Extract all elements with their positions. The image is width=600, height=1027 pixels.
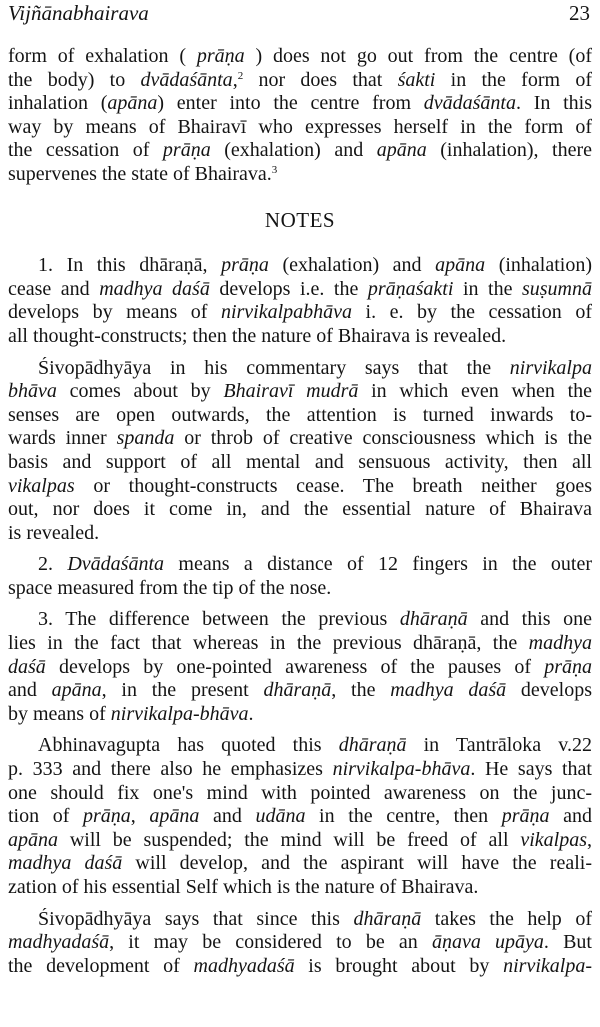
italic-term: apāna [8, 828, 58, 851]
page-body [8, 45, 592, 986]
text-run: form of exhalation ( [8, 45, 197, 67]
italic-term: vikalpas [8, 474, 75, 497]
text-run: will be suspended; the mind will be freed of all [58, 828, 521, 851]
italic-term: nirvikalpabhāva [220, 301, 353, 324]
italic-term: bhāva [8, 380, 57, 403]
text-run: Śivopādhyāya says that since this [38, 907, 354, 930]
text-run: Śivopādhyāya in his commentary says that the [38, 356, 510, 379]
text-run: zation of his essential Self which is the nature of Bhairava. [8, 876, 479, 898]
text-run: ) enter into the centre from [157, 92, 424, 115]
footnote-ref: 3 [271, 163, 278, 176]
text-run: ) does not go out from the centre (of [244, 45, 592, 67]
running-title: Vijñānabhairava [8, 1, 149, 25]
italic-term: apāna [107, 92, 158, 115]
text-run: space measured from the tip of the nose. [8, 576, 332, 599]
text-run: , in the present [101, 679, 264, 702]
text-line [8, 522, 592, 546]
italic-term: madhya daśā [8, 852, 123, 875]
text-run: and [8, 679, 52, 702]
text-line [8, 852, 592, 876]
text-run: senses are open outwards, the attention is turned inwards to- [8, 403, 592, 426]
text-run: (inhalation), there [426, 139, 592, 162]
text-run: by means of [8, 702, 111, 725]
text-run: develops by means of [8, 301, 221, 324]
text-line [8, 931, 592, 955]
italic-term: madhyadaśā [8, 931, 110, 954]
text-run: develops i.e. the [209, 277, 368, 300]
italic-term: prāṇa [82, 805, 131, 828]
text-line [8, 92, 592, 116]
text-run: , the [331, 679, 391, 702]
text-line [8, 703, 592, 727]
text-run: . But [543, 931, 592, 954]
text-run: 2. [38, 553, 68, 576]
text-run: or thought-constructs cease. The breath neither goes [74, 474, 592, 497]
text-run: . [248, 702, 254, 725]
text-line [8, 427, 592, 451]
text-run: and [549, 805, 592, 828]
paragraph [8, 254, 592, 348]
italic-term: suṣumnā [521, 277, 592, 300]
italic-term: apāna [376, 139, 427, 162]
text-run: the body) to [8, 68, 141, 91]
text-run: cease and [8, 277, 100, 300]
text-run: in the form of [435, 68, 592, 91]
text-line [8, 908, 592, 932]
text-run: wards inner [8, 427, 117, 450]
text-run: nor does that [243, 68, 398, 91]
text-run: (inhalation) [485, 254, 592, 277]
text-run: means a distance of 12 fingers in the outer [164, 553, 592, 576]
italic-term: śakti [397, 68, 436, 91]
notes-heading: NOTES [264, 207, 336, 232]
paragraph [8, 553, 592, 600]
text-line [8, 475, 592, 499]
italic-term: dvādaśānta [140, 68, 233, 91]
text-line [8, 829, 592, 853]
text-line [8, 758, 592, 782]
text-run: in the [453, 277, 522, 300]
italic-term: nirvikalpa [509, 356, 592, 379]
text-run: basis and support of all mental and sensuous activity, then all [8, 450, 592, 473]
text-run: is revealed. [8, 521, 100, 544]
text-line [8, 380, 592, 404]
text-run: one should fix one's mind with pointed awareness on the junc- [8, 781, 592, 804]
text-line [8, 876, 592, 900]
italic-term: apāna [149, 805, 200, 828]
italic-term: prāṇaśakti [367, 277, 454, 300]
italic-term: prāṇa [162, 139, 211, 162]
paragraph [8, 45, 592, 187]
text-line [8, 404, 592, 428]
text-line [8, 805, 592, 829]
italic-term: Dvādaśānta [67, 553, 165, 576]
text-run: in Tantrāloka v.22 [406, 734, 592, 757]
italic-term: madhya [528, 632, 592, 655]
paragraph [8, 608, 592, 726]
text-line [8, 782, 592, 806]
italic-term: madhyadaśā [193, 954, 295, 977]
italic-term: nirvikalpa-bhāva [332, 758, 471, 781]
text-run: takes the help of [421, 907, 592, 930]
text-line [8, 301, 592, 325]
text-run: develops [506, 679, 592, 702]
text-line [8, 553, 592, 577]
text-run: comes about by [56, 380, 224, 403]
italic-term: madhya daśā [99, 277, 210, 300]
text-run: p. 333 and there also he emphasizes [8, 758, 333, 781]
text-line [8, 955, 592, 979]
text-run: Abhinavagupta has quoted this [38, 734, 339, 757]
text-line [8, 163, 592, 187]
text-line [8, 69, 592, 93]
footnote-ref: 2 [237, 69, 244, 82]
italic-term: daśā [8, 655, 46, 678]
text-run: out, nor does it come in, and the essential nature of Bhairava [8, 498, 592, 521]
text-line [8, 498, 592, 522]
text-run: in the centre, then [305, 805, 502, 828]
text-run: is brought about by [294, 954, 504, 977]
main-text [8, 45, 592, 187]
text-line [8, 608, 592, 632]
italic-term: apāna [435, 254, 486, 277]
text-run: all thought-constructs; then the nature of Bhairava is revealed. [8, 324, 507, 347]
text-run: 1. In this dhāraṇā, [38, 254, 222, 277]
text-run: and this one [467, 608, 592, 631]
text-run: way by means of Bhairavī who expresses herself in the form of [8, 115, 592, 138]
text-line [8, 577, 592, 601]
text-run: , [587, 828, 592, 851]
text-run: i. e. by the cessation of [352, 301, 592, 324]
italic-term: prāṇa [196, 45, 245, 67]
text-line [8, 139, 592, 163]
text-line [8, 734, 592, 758]
text-run: , [130, 805, 150, 828]
text-line [8, 116, 592, 140]
text-line [8, 254, 592, 278]
italic-term: prāṇa [221, 254, 269, 277]
italic-term: āṇava upāya [431, 931, 544, 954]
text-run: inhalation ( [8, 92, 108, 115]
text-line [8, 278, 592, 302]
text-run: will develop, and the aspirant will have the reali- [122, 852, 592, 875]
italic-term: dhāraṇā [338, 734, 407, 757]
text-run: . In this [515, 92, 592, 115]
italic-term: prāṇa [544, 655, 592, 678]
italic-term: dhāraṇā [263, 679, 332, 702]
text-line [8, 45, 592, 69]
text-run: . He says that [470, 758, 592, 781]
text-line [8, 325, 592, 349]
italic-term: prāṇa [501, 805, 550, 828]
italic-term: nirvikalpa-bhāva [110, 702, 249, 725]
italic-term: dhāraṇā [399, 608, 468, 631]
italic-term: spanda [116, 427, 175, 450]
text-line [8, 656, 592, 680]
text-run: (exhalation) and [210, 139, 377, 162]
text-run: , [232, 68, 238, 91]
running-header [0, 0, 600, 28]
text-run: or throb of creative consciousness which is the [174, 427, 592, 450]
italic-term: vikalpas [520, 828, 587, 851]
text-run: (exhalation) and [268, 254, 436, 277]
paragraph [8, 357, 592, 546]
italic-term: apāna [51, 679, 102, 702]
text-run: in which even when the [358, 380, 592, 403]
text-run: supervenes the state of Bhairava. [8, 162, 272, 185]
text-run: lies in the fact that whereas in the previous dhāraṇā, the [8, 632, 529, 655]
paragraph [8, 908, 592, 979]
page-number: 23 [569, 1, 590, 25]
italic-term: dhāraṇā [353, 907, 422, 930]
italic-term: nirvikalpa- [503, 954, 592, 977]
notes-section [8, 254, 592, 978]
text-line [8, 451, 592, 475]
text-line [8, 679, 592, 703]
text-run: tion of [8, 805, 83, 828]
text-run: and [199, 805, 256, 828]
text-run: develops by one-pointed awareness of the pauses of [45, 655, 545, 678]
text-run: the development of [8, 954, 194, 977]
text-line [8, 357, 592, 381]
italic-term: Bhairavī mudrā [223, 380, 359, 403]
italic-term: udāna [255, 805, 306, 828]
text-run: 3. The difference between the previous [38, 608, 400, 631]
paragraph [8, 734, 592, 899]
italic-term: madhya daśā [390, 679, 507, 702]
text-run: , it may be considered to be an [109, 931, 432, 954]
text-line [8, 632, 592, 656]
italic-term: dvādaśānta [423, 92, 516, 115]
text-run: the cessation of [8, 139, 163, 162]
